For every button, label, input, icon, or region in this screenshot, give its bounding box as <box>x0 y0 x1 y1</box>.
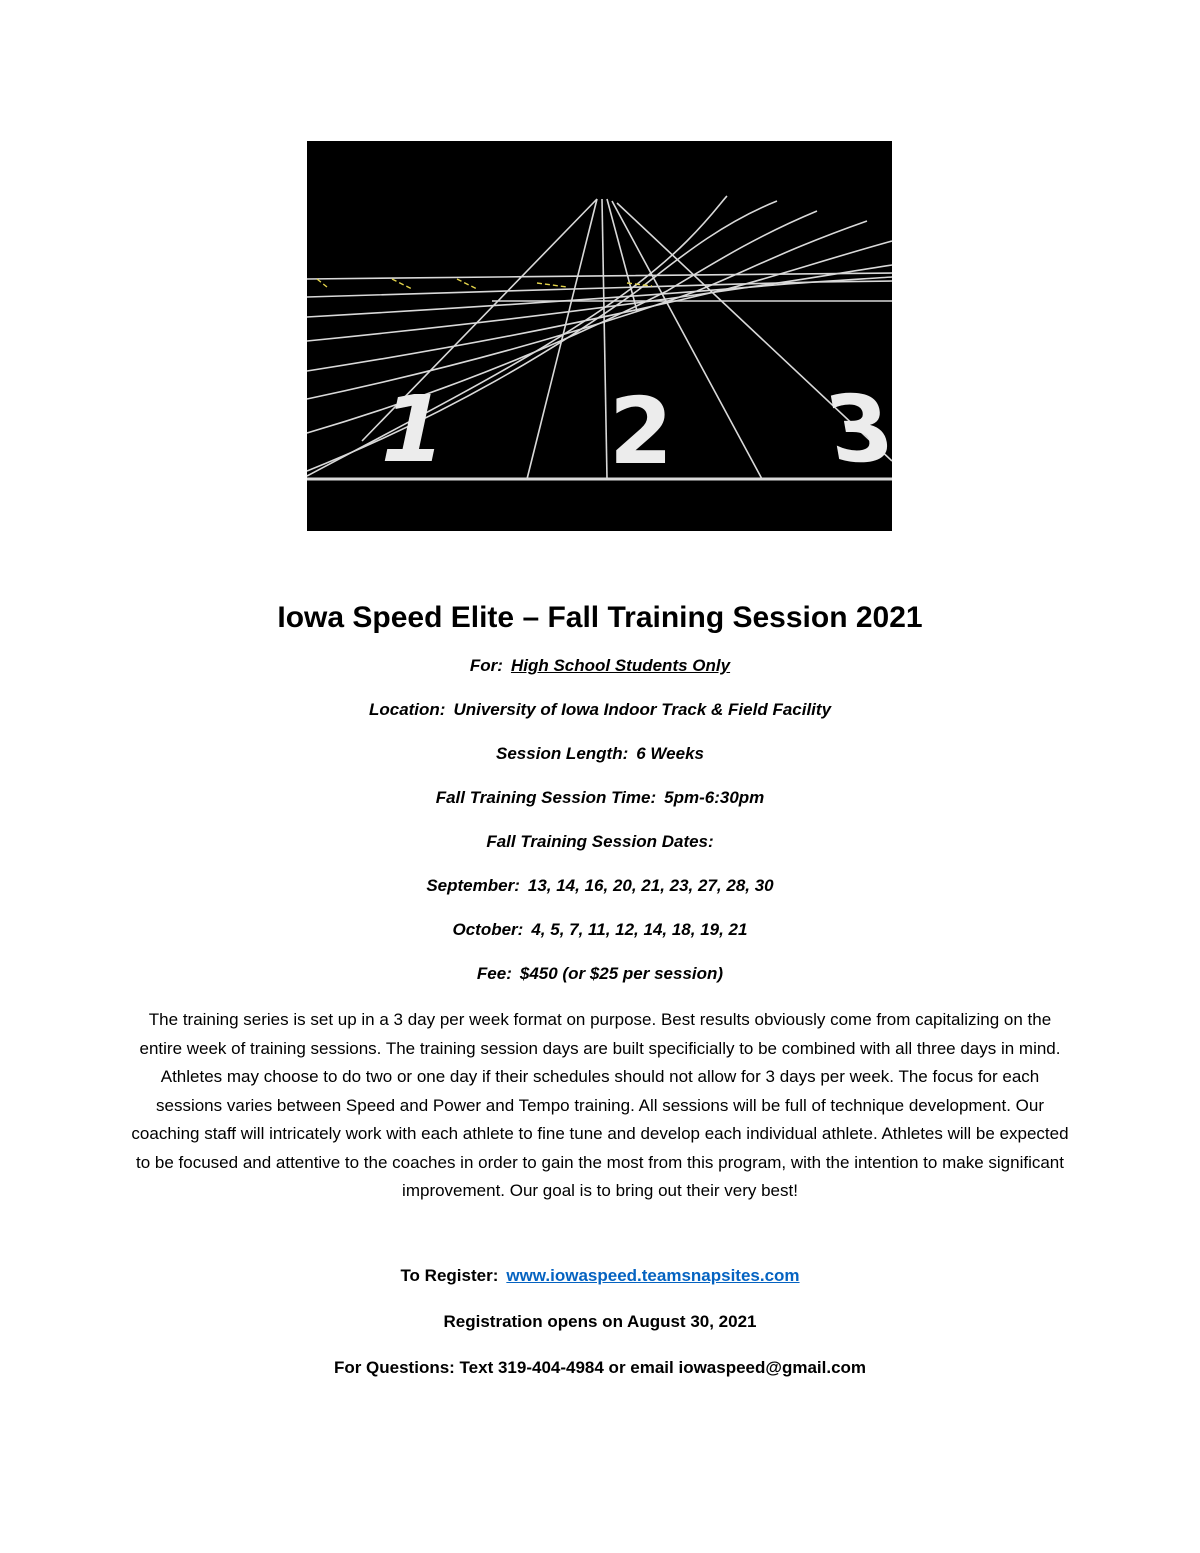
description-paragraph: The training series is set up in a 3 day per week format on purpose. Best results obviously come from capitalizing on the entire week of training sessions. The training session days are built specificially to be combined with all three days in mind. Athletes may choose to do two or one day if their schedules should not allow for 3 days per week. The focus for each sessions varies between Speed and Power and Tempo training. All sessions will be full of technique development. Our coaching staff will intricately work with each athlete to fine tune and develop each individual athlete. Athletes will be expected to be focused and attentive to the coaches in order to gain the most from this program, with the intention to make significant improvement. Our goal is to bring out their very best! <box>131 1010 1069 1200</box>
session-time-value: 5pm-6:30pm <box>664 788 765 807</box>
flyer-content <box>130 598 1070 1402</box>
october-dates: 4, 5, 7, 11, 12, 14, 18, 19, 21 <box>531 920 748 939</box>
page-title: Iowa Speed Elite – Fall Training Session 2021 <box>277 601 923 634</box>
register-line <box>130 1264 1070 1288</box>
for-line <box>130 654 1070 678</box>
session-dates-heading: Fall Training Session Dates: <box>486 832 714 851</box>
register-link[interactable]: www.iowaspeed.teamsnapsites.com <box>506 1265 800 1285</box>
session-length-label: Session Length: <box>496 744 629 763</box>
fee-value: $450 (or $25 per session) <box>519 964 724 983</box>
lane-number-1: 1 <box>369 375 457 483</box>
registration-opens: Registration opens on August 30, 2021 <box>443 1311 757 1331</box>
session-time-label: Fall Training Session Time: <box>435 788 657 807</box>
register-label: To Register: <box>400 1265 499 1285</box>
location-line <box>130 698 1070 722</box>
running-track-lanes-image <box>307 141 902 531</box>
registration-block <box>130 1264 1070 1380</box>
running-track-image <box>307 141 902 531</box>
session-length-value: 6 Weeks <box>636 744 704 763</box>
lane-number-2: 2 <box>609 378 674 485</box>
session-time-line <box>130 786 1070 810</box>
september-label: September: <box>426 876 520 895</box>
lane-number-3: 3 <box>818 375 902 483</box>
session-length-line <box>130 742 1070 766</box>
location-label: Location: <box>368 700 446 719</box>
for-label: For: <box>469 656 503 675</box>
location-value: University of Iowa Indoor Track & Field Facility <box>453 700 832 719</box>
for-value: High School Students Only <box>510 656 731 675</box>
fee-label: Fee: <box>476 964 512 983</box>
fee-line <box>130 962 1070 986</box>
october-dates-line <box>130 918 1070 942</box>
october-label: October: <box>452 920 524 939</box>
september-dates-line <box>130 874 1070 898</box>
questions-contact: For Questions: Text 319-404-4984 or email iowaspeed@gmail.com <box>333 1357 867 1377</box>
september-dates: 13, 14, 16, 20, 21, 23, 27, 28, 30 <box>527 876 774 895</box>
